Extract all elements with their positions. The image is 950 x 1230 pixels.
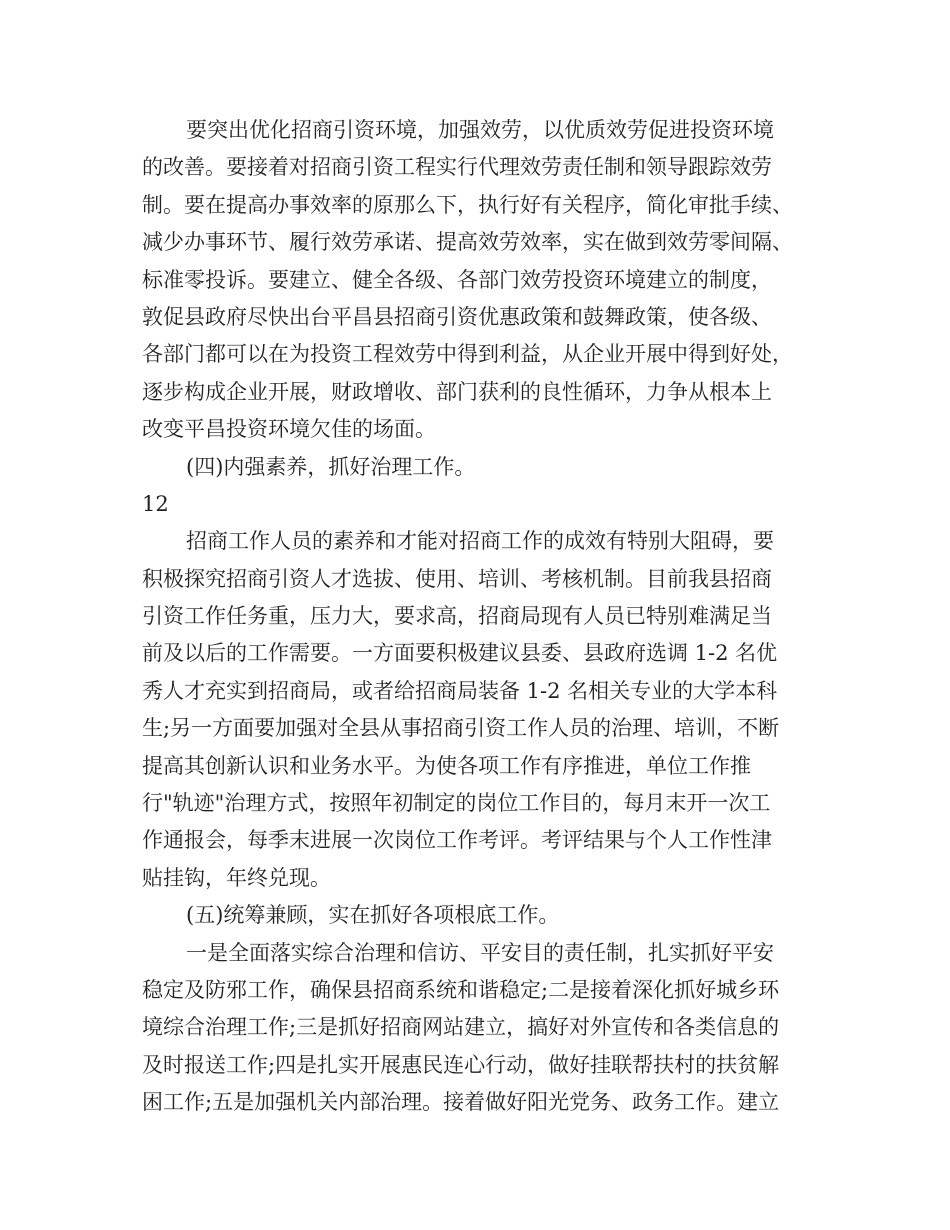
text-line: 境综合治理工作;三是抓好招商网站建立，搞好对外宣传和各类信息的: [142, 1015, 780, 1040]
page-number: 12: [142, 491, 169, 516]
text-line: 改变平昌投资环境欠佳的场面。: [142, 417, 436, 442]
text-line: 减少办事环节、履行效劳承诺、提高效劳效率，实在做到效劳零间隔、: [142, 230, 793, 255]
text-line: 的改善。要接着对招商引资工程实行代理效劳责任制和领导跟踪效劳: [142, 155, 772, 180]
document-body: [142, 112, 832, 1122]
paragraph-staff-quality: [142, 523, 832, 897]
text-line: 要突出优化招商引资环境，加强效劳，以优质效劳促进投资环境: [186, 118, 774, 142]
text-line: 积极探究招商引资人才选拔、使用、培训、考核机制。目前我县招商: [142, 566, 772, 591]
paragraph-service-environment: [142, 112, 832, 449]
text-line: 制。要在提高办事效率的原那么下，执行好有关程序，简化审批手续、: [142, 192, 793, 217]
text-line: 逐步构成企业开展，财政增收、部门获利的良性循环，力争从根本上: [142, 379, 772, 404]
text-line: 一是全面落实综合治理和信访、平安目的责任制，扎实抓好平安: [186, 940, 774, 965]
text-line: 行"轨迹"治理方式，按照年初制定的岗位工作目的，每月末开一次工: [142, 791, 771, 816]
text-line: 秀人才充实到招商局，或者给招商局装备 1-2 名相关专业的大学本科: [142, 678, 778, 703]
text-line: 困工作;五是加强机关内部治理。接着做好阳光党务、政务工作。建立: [142, 1090, 780, 1115]
section-heading-4: (四)内强素养，抓好治理工作。: [186, 454, 476, 479]
paragraph-basic-work: [142, 935, 832, 1122]
text-line: 前及以后的工作需要。一方面要积极建议县委、县政府选调 1-2 名优: [142, 641, 778, 666]
text-line: 引资工作任务重，压力大，要求高，招商局现有人员已特别难满足当: [142, 604, 772, 629]
text-line: 各部门都可以在为投资工程效劳中得到利益，从企业开展中得到好处，: [142, 342, 793, 367]
text-line: 贴挂钩，年终兑现。: [142, 865, 331, 890]
text-line: 招商工作人员的素养和才能对招商工作的成效有特别大阻碍，要: [186, 529, 774, 554]
section-heading-5: (五)统筹兼顾，实在抓好各项根底工作。: [186, 903, 560, 928]
text-line: 敦促县政府尽快出台平昌县招商引资优惠政策和鼓舞政策，使各级、: [142, 304, 772, 329]
text-line: 生;另一方面要加强对全县从事招商引资工作人员的治理、培训，不断: [142, 716, 780, 741]
text-line: 标准零投诉。要建立、健全各级、各部门效劳投资环境建立的制度，: [142, 267, 772, 292]
text-line: 稳定及防邪工作，确保县招商系统和谐稳定;二是接着深化抓好城乡环: [142, 977, 780, 1002]
text-line: 作通报会，每季末进展一次岗位工作考评。考评结果与个人工作性津: [142, 828, 772, 853]
text-line: 提高其创新认识和业务水平。为使各项工作有序推进，单位工作推: [142, 753, 751, 778]
text-line: 及时报送工作;四是扎实开展惠民连心行动，做好挂联帮扶村的扶贫解: [142, 1052, 780, 1077]
